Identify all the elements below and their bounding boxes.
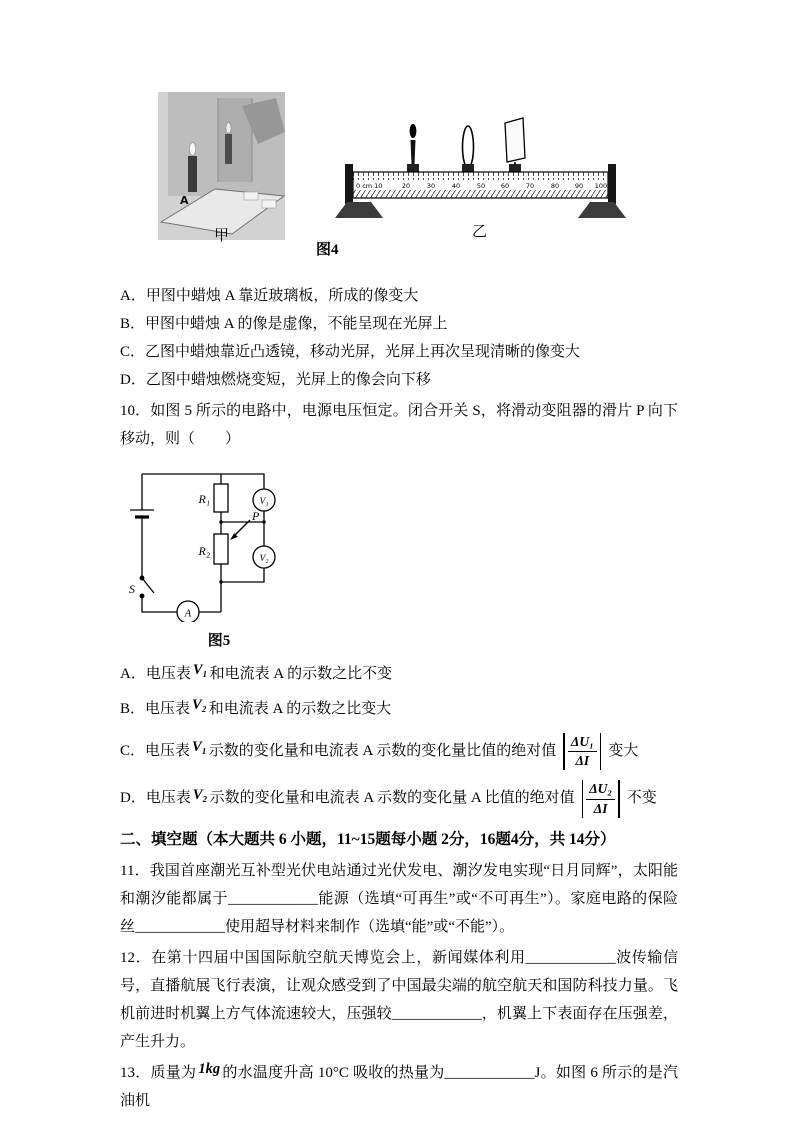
- question-12: 12．在第十四届中国国际航空航天博览会上，新闻媒体利用____________波传输信号，直播航展飞行表演，让观众感受到了中国最尖端的航空航天和国防科技力量。飞机前进时机翼上方气体流速较大，压强较____________，机翼上下表面存在压强差，产生升力。: [120, 950, 678, 1050]
- paper-tag: [244, 192, 258, 200]
- question-10-options: [120, 660, 678, 818]
- ruler-tick-label: 90: [574, 182, 584, 190]
- figure-4-right-label: 乙: [472, 224, 488, 240]
- v2-symbol: V₂: [192, 696, 207, 713]
- question-9-options: [120, 282, 678, 394]
- ruler-tick-label: 100: [594, 182, 608, 190]
- option-a: A．甲图中蜡烛 A 靠近玻璃板，所成的像变大: [120, 288, 419, 304]
- ruler-tick-label: 70: [525, 182, 535, 190]
- option-a: A．电压表 V₁ 和电流表 A 的示数之比不变: [120, 661, 393, 682]
- bench-lens: [462, 126, 474, 172]
- circuit-diagram: [124, 460, 304, 622]
- candle-a-body: [188, 156, 197, 192]
- candle-a-flame: [189, 143, 195, 156]
- optical-bench-drawing: [333, 114, 630, 228]
- label-s: S: [129, 581, 135, 596]
- option-c: C．乙图中蜡烛靠近凸透镜，移动光屏，光屏上再次呈现清晰的像变大: [120, 344, 581, 361]
- candle-b-flame: [226, 123, 231, 134]
- label-v2: V₂: [259, 553, 269, 564]
- candle-a-label: A: [180, 194, 189, 207]
- label-r1: R₁: [198, 491, 210, 506]
- slider-arrow: [230, 520, 250, 540]
- option-d: D．乙图中蜡烛燃烧变短，光屏上的像会向下移: [120, 372, 431, 389]
- figure-4-photo-jia: [158, 92, 285, 240]
- candle-glass-plate-photo: [158, 92, 285, 240]
- paper-tag: [262, 200, 276, 208]
- ruler-tick-label: 40: [451, 182, 461, 190]
- figure-4-left-label: 甲: [214, 228, 230, 244]
- switch-symbol: [140, 576, 154, 598]
- question-11: 11．我国首座潮光互补型光伏电站通过光伏发电、潮汐发电实现“日月同辉”，太阳能和潮汐能都属于____________能源（选填“可再生”或“不可再生”）。家庭电路的保险丝____________使用超导材料来制作（选填“能”或“不能”）。: [120, 863, 678, 935]
- section-2-title: 二、填空题（本大题共 6 小题，11~15题每小题 2分，16题4分，共 14分）: [120, 830, 616, 848]
- question-13: 13．质量为 1kg 的水温度升高 10°C 吸收的热量为____________J。如图 6 所示的是汽油机: [120, 1061, 678, 1110]
- bench-ruler: [353, 172, 608, 198]
- resistor-r1: [214, 484, 228, 512]
- question-10-stem: 10．如图 5 所示的电路中，电源电压恒定。闭合开关 S，将滑动变阻器的滑片 P 向下移动，则（ ）: [120, 403, 678, 447]
- label-p: P: [252, 508, 260, 523]
- label-r2: R₂: [198, 543, 210, 558]
- figure-4: [120, 86, 678, 282]
- ruler-tick-label: 30: [426, 182, 436, 190]
- v2-symbol: V₂: [192, 786, 208, 803]
- bench-screen: [505, 118, 525, 172]
- option-d: D．电压表 V₂ 示数的变化量和电流表 A 示数的变化量 A 比值的绝对值 $\frac{\text{ΔU₂}}{\Delta I}$ 不变: [120, 780, 678, 817]
- v1-symbol: V₁: [192, 739, 207, 756]
- label-a: A: [184, 608, 192, 620]
- candle-b-body: [225, 134, 232, 164]
- battery-symbol: [130, 510, 154, 517]
- option-b: B．电压表 V₂ 和电流表 A 的示数之比变大: [120, 696, 392, 717]
- abs-fraction-du2-di: $\frac{\text{ΔU₂}}{\Delta I}$: [579, 780, 623, 817]
- mass-value: 1kg: [198, 1061, 221, 1078]
- label-v1: V₁: [259, 496, 269, 507]
- rheostat-r2: [214, 534, 228, 564]
- figure-4-caption: 图4: [316, 242, 339, 258]
- ruler-tick-label: 80: [550, 182, 560, 190]
- figure-5-caption: 图5: [207, 632, 231, 649]
- figure-5: [124, 460, 314, 650]
- ruler-tick-label: 50: [476, 182, 486, 190]
- exam-content: [120, 86, 678, 1116]
- ruler-tick-label: 20: [401, 182, 411, 190]
- ruler-tick-label: 60: [500, 182, 510, 190]
- option-b: B．甲图中蜡烛 A 的像是虚像，不能呈现在光屏上: [120, 316, 448, 333]
- v1-symbol: V₁: [192, 661, 208, 678]
- ruler-start-label: 0 cm 10: [356, 182, 383, 190]
- abs-fraction-du1-di: $\frac{\text{ΔU₁}}{\Delta I}$: [560, 733, 604, 770]
- option-c: C．电压表 V₁ 示数的变化量和电流表 A 示数的变化量比值的绝对值 $\frac{\text{ΔU₁}}{\Delta I}$ 变大: [120, 733, 678, 770]
- bench-candle: [407, 124, 419, 172]
- figure-4-bench-yi: [333, 114, 630, 228]
